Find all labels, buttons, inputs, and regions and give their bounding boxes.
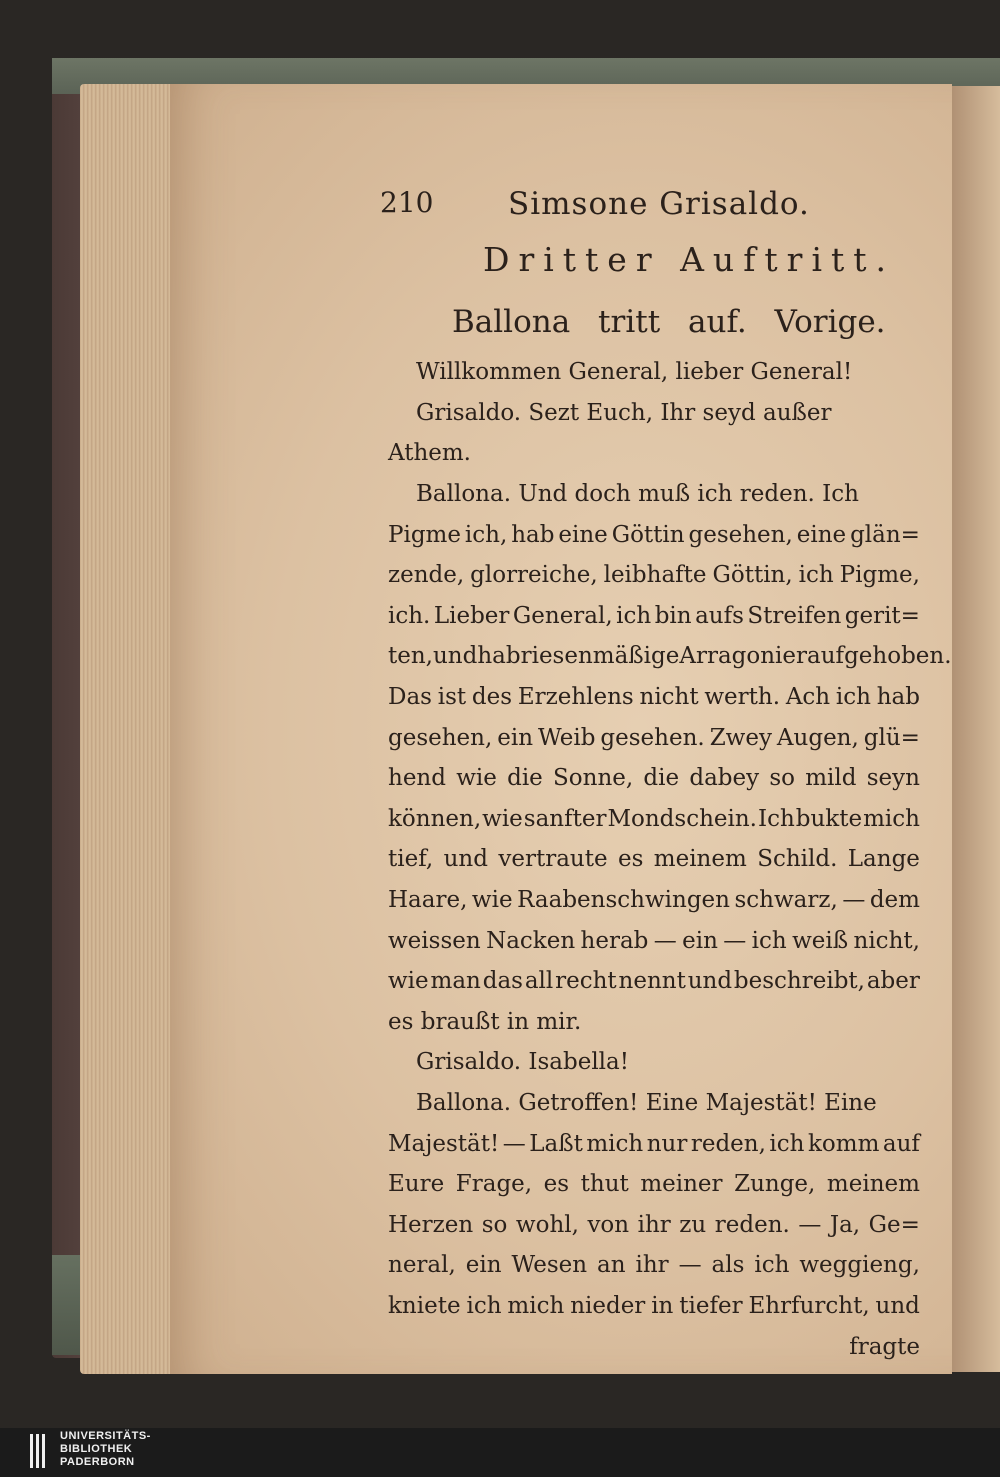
text-line xyxy=(388,636,952,677)
word: Streifen xyxy=(747,602,842,629)
word: nur xyxy=(646,1130,688,1157)
word: dem xyxy=(869,887,920,914)
word: ich xyxy=(798,562,834,589)
word: Laßt xyxy=(529,1130,583,1157)
word: Ge= xyxy=(868,1211,920,1238)
word: ihr xyxy=(635,1252,669,1279)
word: ten, xyxy=(388,643,433,670)
library-logo-icon xyxy=(30,1432,50,1472)
word: gesehen, xyxy=(688,521,793,548)
word: Ja, xyxy=(829,1211,861,1238)
text-line xyxy=(388,1326,920,1367)
word: schwarz, xyxy=(734,887,838,914)
text-line xyxy=(388,839,920,880)
text-line xyxy=(388,1204,920,1245)
word: wie xyxy=(456,765,497,792)
word: meinem xyxy=(826,1171,920,1198)
word: beschreibt, xyxy=(733,968,865,995)
text-line xyxy=(388,677,920,718)
word: Eure xyxy=(388,1171,445,1198)
word: man xyxy=(430,968,481,995)
word: Göttin, xyxy=(712,562,793,589)
word: Augen, xyxy=(776,724,859,751)
word: weiß xyxy=(792,927,849,954)
word: wie xyxy=(482,805,523,832)
word: Zwey xyxy=(709,724,772,751)
library-logo-text xyxy=(60,1430,151,1469)
word: — xyxy=(842,887,866,914)
word: aber xyxy=(866,968,920,995)
text-line xyxy=(388,514,920,555)
word: die xyxy=(643,765,680,792)
word: General, xyxy=(512,602,613,629)
word: Wesen xyxy=(511,1252,588,1279)
text-line xyxy=(388,474,920,515)
word: — xyxy=(798,1211,822,1238)
word: mild xyxy=(805,765,857,792)
word: weissen xyxy=(388,927,481,954)
text-line xyxy=(388,799,920,840)
text-line xyxy=(388,555,920,596)
word: können, xyxy=(388,805,482,832)
word: all xyxy=(524,968,554,995)
word: Pigme xyxy=(388,521,461,548)
text-line xyxy=(388,1286,920,1327)
word: ich xyxy=(466,1292,502,1319)
word: Göttin xyxy=(611,521,685,548)
word: eine xyxy=(558,521,608,548)
word: tief, xyxy=(388,846,434,873)
word: Ehrfurcht, xyxy=(748,1292,870,1319)
word: und xyxy=(443,846,488,873)
word: mich xyxy=(586,1130,644,1157)
facing-page-edge xyxy=(952,86,1000,1372)
line-text: Grisaldo. Sezt Euch, Ihr seyd außer xyxy=(416,399,832,426)
word: — xyxy=(723,927,747,954)
word: Haare, xyxy=(388,887,468,914)
word: aufgehoben. xyxy=(807,643,952,670)
logo-line-1: UNIVERSITÄTS- xyxy=(60,1430,151,1442)
word: Schild. xyxy=(757,846,838,873)
word: hab xyxy=(511,521,555,548)
word: Ach xyxy=(785,684,831,711)
word: Majestät! xyxy=(388,1130,500,1157)
text-line xyxy=(388,393,920,434)
stage-direction: Ballona tritt auf. Vorige. xyxy=(452,304,886,340)
word: Lieber xyxy=(433,602,510,629)
word: aufs xyxy=(695,602,744,629)
line-text: Ballona. Und doch muß ich reden. Ich xyxy=(416,481,859,508)
word: von xyxy=(587,1211,630,1238)
word: kniete xyxy=(388,1292,461,1319)
word: Sonne, xyxy=(553,765,634,792)
word: zende, xyxy=(388,562,465,589)
word: glän= xyxy=(850,521,920,548)
logo-line-3: PADERBORN xyxy=(60,1456,135,1468)
word: gesehen, xyxy=(388,724,493,751)
text-line xyxy=(388,433,920,474)
word: Zunge, xyxy=(734,1171,816,1198)
word: ich xyxy=(835,684,871,711)
word: gesehen. xyxy=(600,724,705,751)
word: ich, xyxy=(464,521,508,548)
word: — xyxy=(653,927,677,954)
word: riesenmäßige xyxy=(520,643,680,670)
scene-title: Dritter Auftritt. xyxy=(483,240,896,279)
word: wohl, xyxy=(515,1211,579,1238)
word: so xyxy=(769,765,796,792)
text-line xyxy=(388,596,920,637)
word: herab xyxy=(580,927,649,954)
text-line xyxy=(388,352,920,393)
line-text: Grisaldo. Isabella! xyxy=(416,1049,629,1076)
word: thut xyxy=(580,1171,629,1198)
word: reden, xyxy=(690,1130,766,1157)
line-text: Ballona. Getroffen! Eine Majestät! Eine xyxy=(416,1089,877,1116)
word: mich xyxy=(507,1292,565,1319)
text-line xyxy=(388,1245,920,1286)
word: Pigme, xyxy=(839,562,920,589)
word: Frage, xyxy=(455,1171,533,1198)
word: es xyxy=(617,846,644,873)
word: ich xyxy=(769,1130,805,1157)
word: zu xyxy=(679,1211,707,1238)
line-text: Athem. xyxy=(388,440,471,467)
word: neral, xyxy=(388,1252,456,1279)
word: tiefer xyxy=(679,1292,743,1319)
text-line xyxy=(388,1083,920,1124)
word: Lange xyxy=(847,846,920,873)
word: ein xyxy=(465,1252,502,1279)
word: ein xyxy=(497,724,534,751)
word: meinem xyxy=(653,846,747,873)
word: Weib xyxy=(538,724,596,751)
word: gerit= xyxy=(844,602,920,629)
word: hab xyxy=(876,684,920,711)
line-text: Willkommen General, lieber General! xyxy=(416,359,853,386)
word: Raabenschwingen xyxy=(517,887,730,914)
word: — xyxy=(678,1252,702,1279)
text-line xyxy=(388,1042,920,1083)
word: — xyxy=(502,1130,526,1157)
text-line xyxy=(388,961,920,1002)
text-line xyxy=(388,1002,920,1043)
text-line xyxy=(388,758,920,799)
word: Mondschein. xyxy=(607,805,757,832)
word: die xyxy=(507,765,543,792)
word: ist xyxy=(437,684,467,711)
word: vertraute xyxy=(498,846,608,873)
word: und xyxy=(687,968,733,995)
word: recht xyxy=(555,968,617,995)
word: glü= xyxy=(863,724,920,751)
word: weggieng, xyxy=(799,1252,920,1279)
word: nennt xyxy=(618,968,686,995)
word: ein xyxy=(682,927,718,954)
word: hend xyxy=(388,765,446,792)
word: seyn xyxy=(866,765,920,792)
word: nieder xyxy=(570,1292,646,1319)
word: ihr xyxy=(637,1211,671,1238)
word: Herzen xyxy=(388,1211,474,1238)
word: ich xyxy=(754,1252,790,1279)
word: bin xyxy=(654,602,692,629)
word: Erzehlens xyxy=(517,684,634,711)
word: meiner xyxy=(640,1171,723,1198)
word: auf xyxy=(882,1130,920,1157)
body-text xyxy=(388,352,952,1367)
word: dabey xyxy=(689,765,760,792)
word: hab xyxy=(477,643,521,670)
line-text: es braußt in mir. xyxy=(388,1008,582,1035)
word: an xyxy=(597,1252,626,1279)
word: nicht, xyxy=(853,927,920,954)
word: Das xyxy=(388,684,432,711)
word: nicht xyxy=(639,684,699,711)
word: reden. xyxy=(714,1211,790,1238)
text-line xyxy=(388,1123,920,1164)
word: ich xyxy=(751,927,787,954)
word: und xyxy=(875,1292,920,1319)
word: ich xyxy=(616,602,652,629)
word: leibhafte xyxy=(603,562,707,589)
word: komm xyxy=(807,1130,880,1157)
text-line xyxy=(388,920,920,961)
running-title: Simsone Grisaldo. xyxy=(508,186,810,222)
text-line xyxy=(388,880,920,921)
running-header xyxy=(380,186,920,226)
word: als xyxy=(711,1252,745,1279)
word: Arragonier xyxy=(679,643,808,670)
word: werth. xyxy=(704,684,781,711)
word: es xyxy=(543,1171,570,1198)
word: des xyxy=(471,684,513,711)
word: sanfter xyxy=(523,805,607,832)
word: wie xyxy=(471,887,513,914)
word: ich. xyxy=(388,602,431,629)
logo-line-2: BIBLIOTHEK xyxy=(60,1443,133,1455)
word: Ich xyxy=(757,805,795,832)
text-line xyxy=(388,717,920,758)
word: glorreiche, xyxy=(470,562,598,589)
word: bukte xyxy=(795,805,863,832)
word: so xyxy=(481,1211,508,1238)
word: und xyxy=(432,643,478,670)
line-text: fragte xyxy=(849,1333,920,1360)
word: Nacken xyxy=(486,927,576,954)
word: in xyxy=(651,1292,674,1319)
text-line xyxy=(388,1164,920,1205)
word: das xyxy=(482,968,523,995)
word: wie xyxy=(388,968,429,995)
word: mich xyxy=(863,805,920,832)
page-number: 210 xyxy=(380,186,434,219)
word: eine xyxy=(796,521,847,548)
